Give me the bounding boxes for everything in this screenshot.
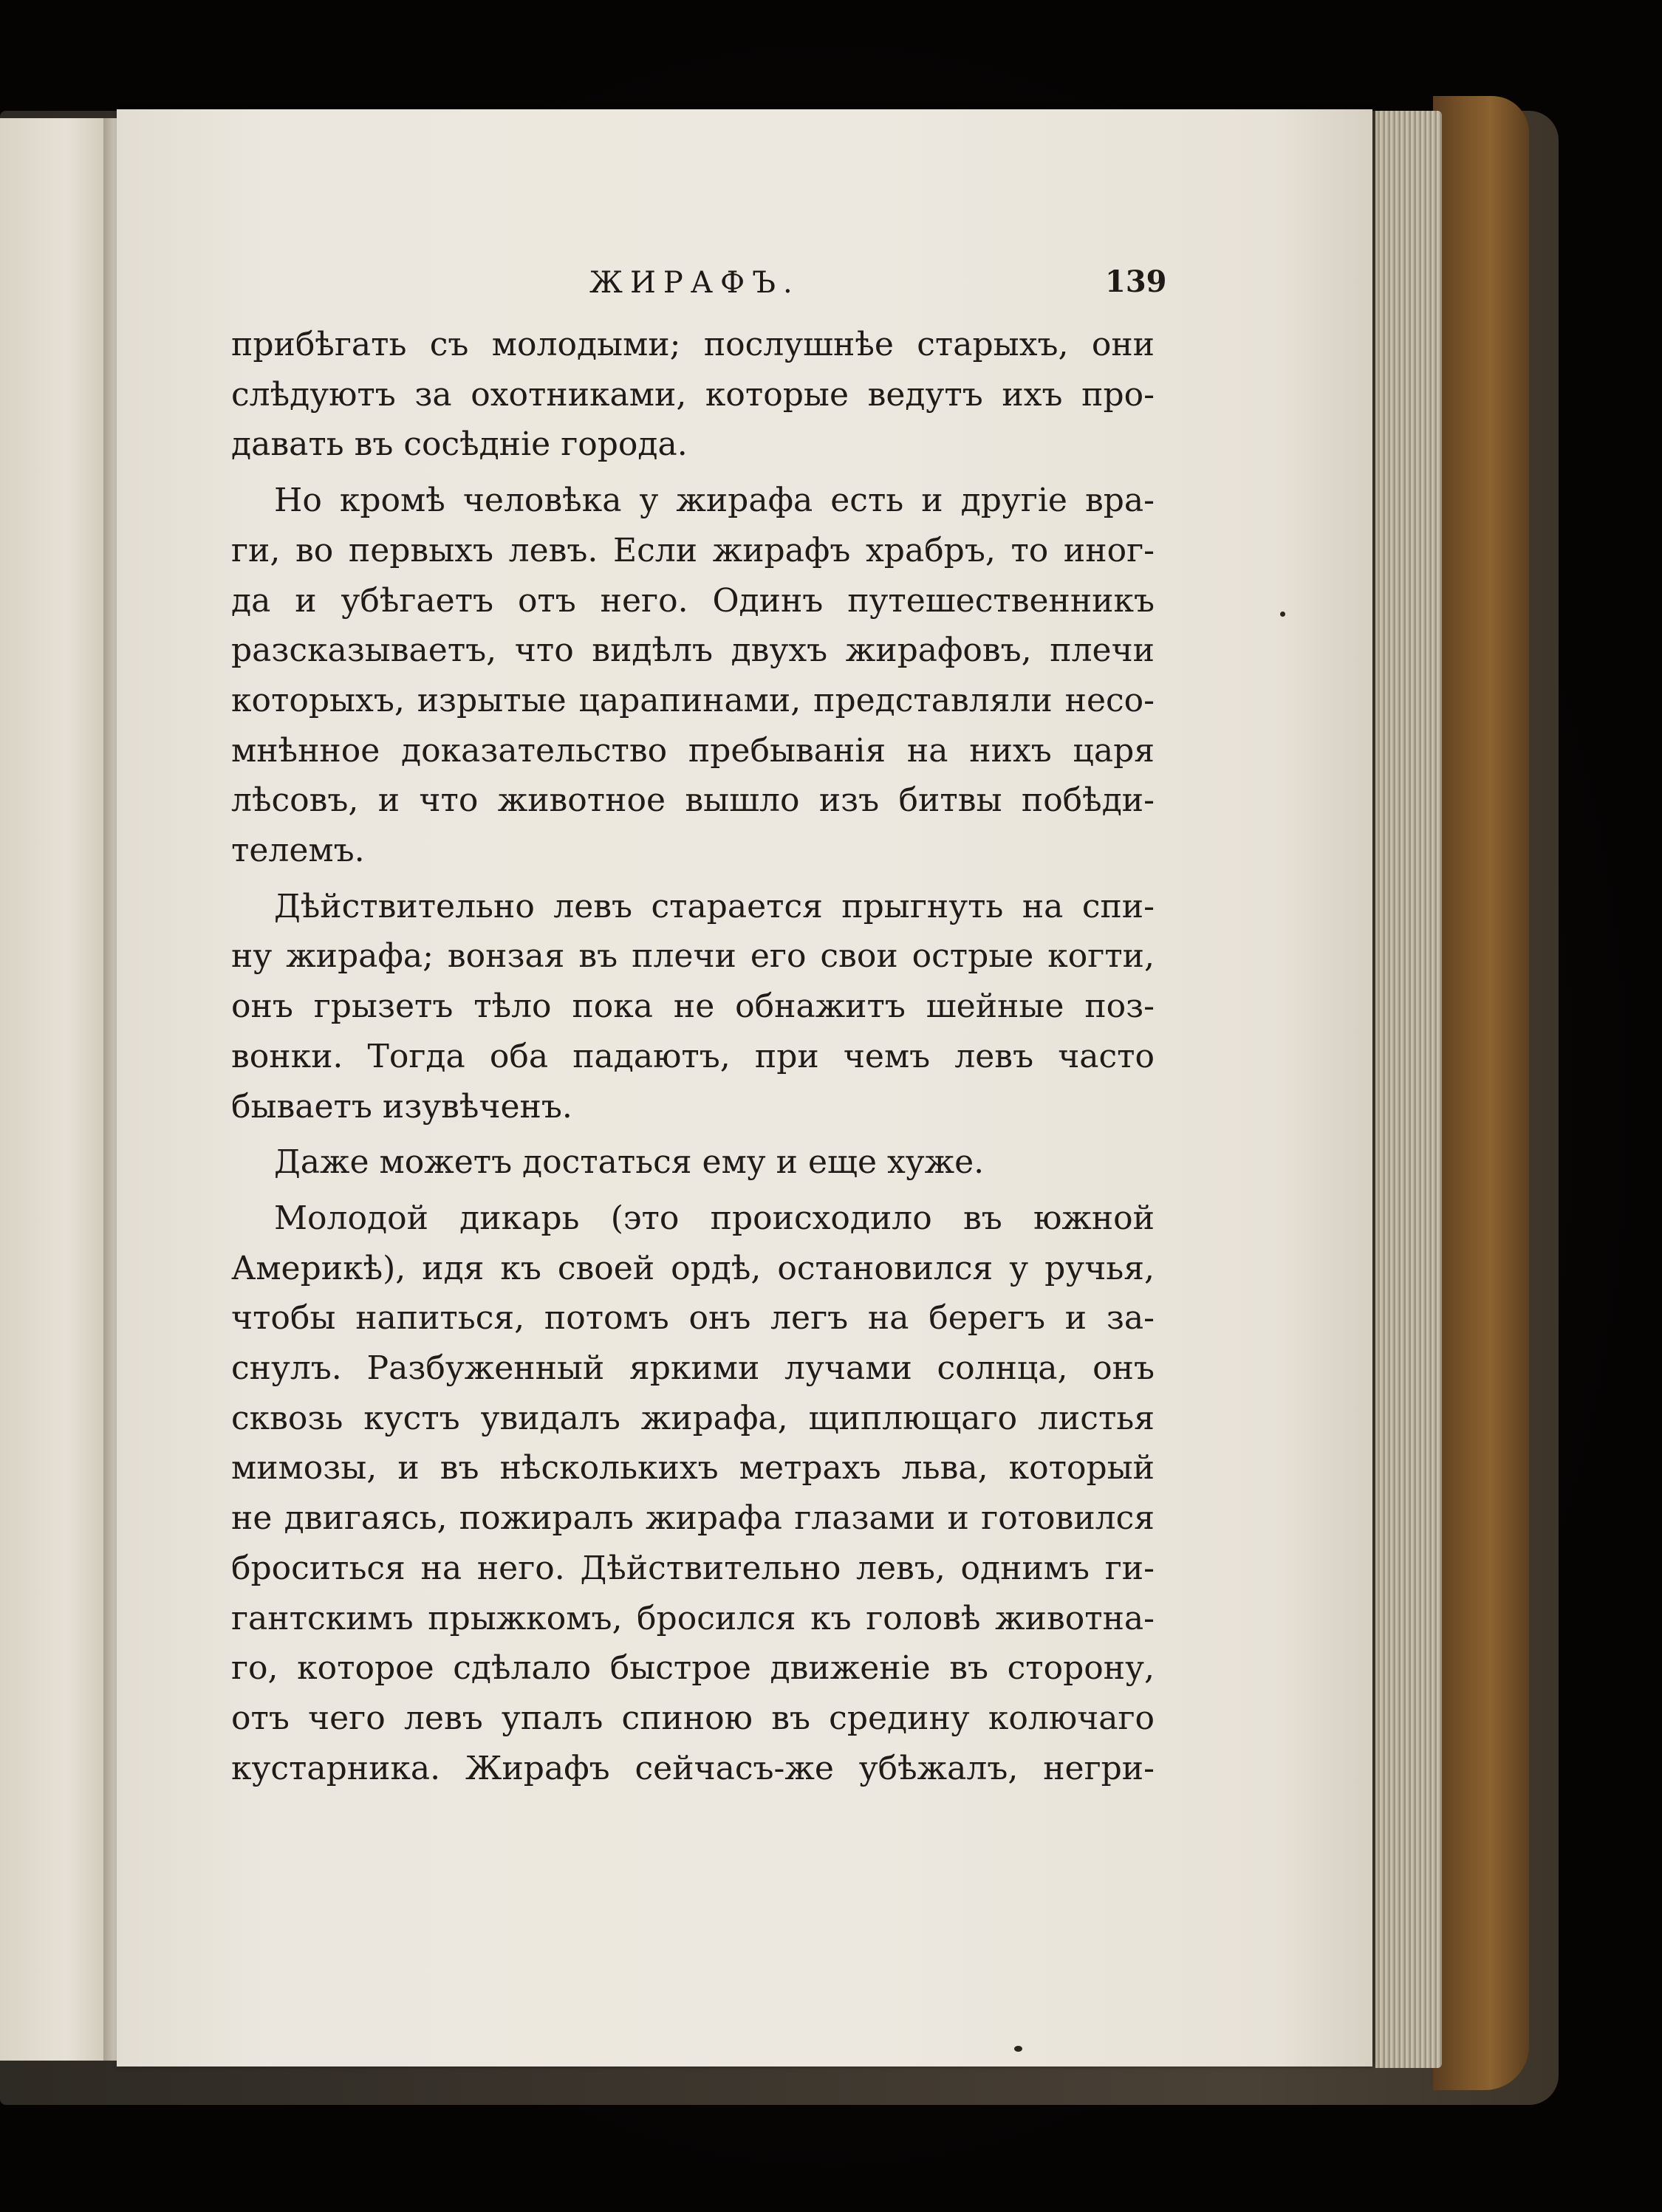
text-line: давать въ сосѣдніе города. (231, 425, 688, 464)
text-line: отъ чего левъ упалъ спиною въ средину колючаго (231, 1699, 1155, 1737)
text-line: сквозь кустъ увидалъ жирафа, щиплющаго листья (231, 1399, 1155, 1437)
ink-speck (1280, 612, 1285, 617)
right-page (117, 109, 1372, 2067)
text-line: го, которое сдѣлало быстрое движеніе въ сторону, (231, 1649, 1155, 1688)
running-head-title: ЖИРАФЪ. (589, 266, 800, 300)
text-line: снулъ. Разбуженный яркими лучами солнца, онъ (231, 1349, 1155, 1388)
text-line: лѣсовъ, и что животное вышло изъ битвы побѣди- (231, 781, 1155, 820)
body-text (231, 320, 1155, 1793)
text-line: не двигаясь, пожиралъ жирафа глазами и готовился (231, 1499, 1155, 1538)
paragraph (231, 1194, 1155, 1793)
text-line: Молодой дикарь (это происходило въ южной (274, 1199, 1155, 1237)
paragraph (231, 320, 1155, 470)
text-line: гантскимъ прыжкомъ, бросился къ головѣ животна- (231, 1599, 1155, 1637)
text-line: телемъ. (231, 832, 365, 870)
text-line: разсказываетъ, что видѣлъ двухъ жирафовъ, плечи (231, 631, 1155, 670)
text-line: кустарника. Жирафъ сейчасъ-же убѣжалъ, негри- (231, 1749, 1155, 1787)
text-line: броситься на него. Дѣйствительно левъ, однимъ ги- (231, 1549, 1155, 1587)
text-line: ну жирафа; вонзая въ плечи его свои острые когти, (231, 937, 1155, 976)
text-line: онъ грызетъ тѣло пока не обнажитъ шейные поз- (231, 987, 1155, 1026)
text-line: мимозы, и въ нѣсколькихъ метрахъ льва, который (231, 1449, 1155, 1487)
text-line: Но кромѣ человѣка у жирафа есть и другіе вра- (274, 482, 1155, 520)
page-edges (1375, 111, 1442, 2068)
text-line: мнѣнное доказательство пребыванія на нихъ царя (231, 731, 1155, 770)
text-line: Даже можетъ достаться ему и еще хуже. (274, 1143, 985, 1182)
text-line: Дѣйствительно левъ старается прыгнуть на спи- (274, 887, 1155, 925)
text-line: которыхъ, изрытые царапинами, представляли несо- (231, 681, 1155, 719)
text-line: ги, во первыхъ левъ. Если жирафъ храбръ, то иног- (231, 531, 1155, 569)
text-line: чтобы напиться, потомъ онъ легъ на берегъ и за- (231, 1299, 1155, 1338)
paragraph (231, 882, 1155, 1132)
page-number: 139 (1105, 264, 1167, 299)
left-page-edge (0, 118, 111, 2061)
text-line: прибѣгать съ молодыми; послушнѣе старыхъ, они (231, 326, 1155, 363)
text-line: вонки. Тогда оба падаютъ, при чемъ левъ часто (231, 1037, 1155, 1075)
text-line: Америкѣ), идя къ своей ордѣ, остановился у ручья, (231, 1249, 1155, 1287)
running-head (117, 266, 1372, 318)
paragraph (231, 1137, 1155, 1188)
ink-speck (1014, 2046, 1022, 2052)
text-line: слѣдуютъ за охотниками, которые ведутъ ихъ про- (231, 375, 1155, 414)
text-line: да и убѣгаетъ отъ него. Одинъ путешественникъ (231, 581, 1155, 620)
leather-spine-edge (1433, 96, 1529, 2090)
paragraph (231, 476, 1155, 876)
text-line: бываетъ изувѣченъ. (231, 1087, 572, 1126)
